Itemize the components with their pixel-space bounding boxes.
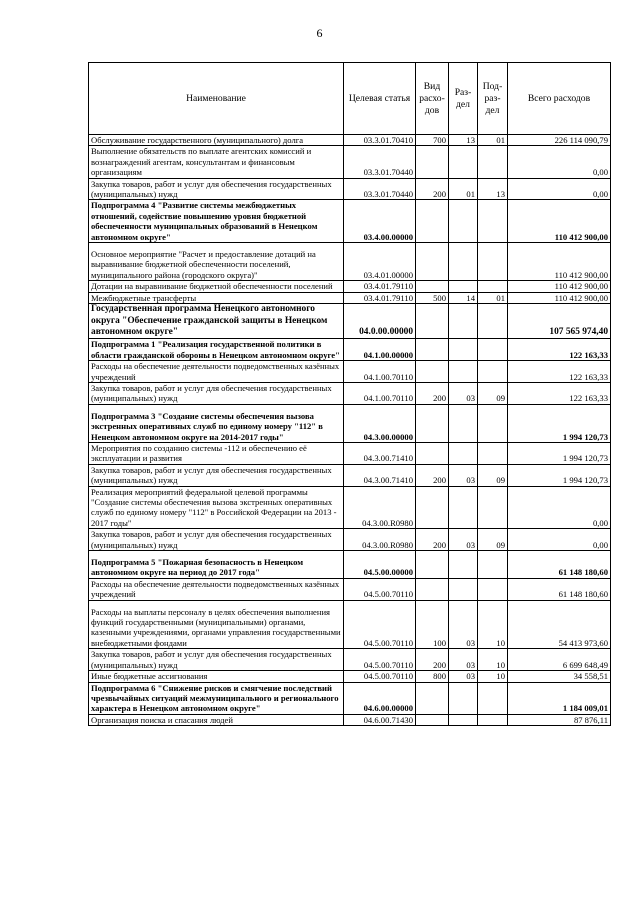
row-total: 1 184 009,01 bbox=[508, 682, 611, 714]
row-target-code: 03.3.01.70440 bbox=[344, 146, 416, 178]
row-name: Подпрограмма 1 "Реализация государственной политики в области гражданской обороны в Ненецком автономном округе" bbox=[89, 339, 344, 361]
row-target-code: 03.3.01.70410 bbox=[344, 135, 416, 146]
row-expense-type bbox=[416, 714, 449, 725]
row-subsection bbox=[478, 281, 508, 292]
row-name: Закупка товаров, работ и услуг для обеспечения государственных (муниципальных) нужд bbox=[89, 649, 344, 671]
row-subsection: 13 bbox=[478, 178, 508, 200]
header-target: Целевая статья bbox=[344, 63, 416, 135]
row-subsection bbox=[478, 578, 508, 600]
table-row bbox=[89, 146, 611, 178]
table-row bbox=[89, 404, 611, 442]
row-section bbox=[449, 243, 478, 281]
table-row bbox=[89, 243, 611, 281]
row-target-code: 04.6.00.71430 bbox=[344, 714, 416, 725]
row-target-code: 04.3.00.00000 bbox=[344, 404, 416, 442]
row-target-code: 03.4.00.00000 bbox=[344, 200, 416, 243]
header-subsection: Под-раз-дел bbox=[478, 63, 508, 135]
row-name: Обслуживание государственного (муниципального) долга bbox=[89, 135, 344, 146]
row-expense-type: 200 bbox=[416, 649, 449, 671]
row-subsection bbox=[478, 682, 508, 714]
row-total: 61 148 180,60 bbox=[508, 551, 611, 579]
row-subsection bbox=[478, 146, 508, 178]
table-row bbox=[89, 671, 611, 682]
row-section bbox=[449, 486, 478, 529]
row-target-code: 04.5.00.70110 bbox=[344, 578, 416, 600]
row-subsection: 10 bbox=[478, 671, 508, 682]
row-section: 13 bbox=[449, 135, 478, 146]
row-target-code: 04.3.00.R0980 bbox=[344, 486, 416, 529]
row-total: 0,00 bbox=[508, 146, 611, 178]
row-total: 34 558,51 bbox=[508, 671, 611, 682]
row-subsection bbox=[478, 200, 508, 243]
table-row bbox=[89, 135, 611, 146]
row-target-code: 04.0.00.00000 bbox=[344, 304, 416, 339]
row-section bbox=[449, 442, 478, 464]
row-subsection bbox=[478, 551, 508, 579]
budget-table bbox=[88, 62, 611, 726]
header-type: Вид расхо-дов bbox=[416, 63, 449, 135]
row-name: Межбюджетные трансферты bbox=[89, 292, 344, 303]
row-expense-type: 800 bbox=[416, 671, 449, 682]
table-body bbox=[89, 135, 611, 726]
row-total: 110 412 900,00 bbox=[508, 243, 611, 281]
row-subsection bbox=[478, 442, 508, 464]
row-section: 03 bbox=[449, 382, 478, 404]
row-target-code: 04.5.00.70110 bbox=[344, 600, 416, 649]
row-target-code: 04.3.00.71410 bbox=[344, 464, 416, 486]
row-expense-type bbox=[416, 361, 449, 383]
row-name: Мероприятия по созданию системы -112 и обеспечению её эксплуатации и развития bbox=[89, 442, 344, 464]
row-target-code: 03.4.01.79110 bbox=[344, 292, 416, 303]
row-subsection: 09 bbox=[478, 529, 508, 551]
row-subsection: 10 bbox=[478, 649, 508, 671]
row-expense-type: 200 bbox=[416, 178, 449, 200]
row-name: Организация поиска и спасания людей bbox=[89, 714, 344, 725]
row-name: Основное мероприятие "Расчет и предоставление дотаций на выравнивание бюджетной обеспеченности поселений, муниципального района (городского округа)" bbox=[89, 243, 344, 281]
row-total: 61 148 180,60 bbox=[508, 578, 611, 600]
table-row bbox=[89, 486, 611, 529]
row-name: Дотации на выравнивание бюджетной обеспеченности поселений bbox=[89, 281, 344, 292]
row-expense-type bbox=[416, 404, 449, 442]
row-name: Реализация мероприятий федеральной целевой программы "Создание системы обеспечения вызова экстренных оперативных служб по единому номеру "112" в Российской Федерации на 2013 - 2017 годы" bbox=[89, 486, 344, 529]
row-target-code: 04.5.00.70110 bbox=[344, 671, 416, 682]
row-subsection bbox=[478, 714, 508, 725]
table-row bbox=[89, 649, 611, 671]
row-expense-type bbox=[416, 243, 449, 281]
row-expense-type bbox=[416, 486, 449, 529]
row-total: 122 163,33 bbox=[508, 382, 611, 404]
row-section: 01 bbox=[449, 178, 478, 200]
row-total: 122 163,33 bbox=[508, 361, 611, 383]
row-name: Иные бюджетные ассигнования bbox=[89, 671, 344, 682]
row-subsection: 09 bbox=[478, 382, 508, 404]
row-subsection: 01 bbox=[478, 135, 508, 146]
row-expense-type: 100 bbox=[416, 600, 449, 649]
row-expense-type bbox=[416, 339, 449, 361]
row-total: 122 163,33 bbox=[508, 339, 611, 361]
row-name: Закупка товаров, работ и услуг для обеспечения государственных (муниципальных) нужд bbox=[89, 529, 344, 551]
row-section bbox=[449, 682, 478, 714]
row-total: 54 413 973,60 bbox=[508, 600, 611, 649]
row-section bbox=[449, 578, 478, 600]
row-total: 110 412 900,00 bbox=[508, 292, 611, 303]
table-row bbox=[89, 382, 611, 404]
row-total: 1 994 120,73 bbox=[508, 404, 611, 442]
table-header-row bbox=[89, 63, 611, 135]
row-section bbox=[449, 281, 478, 292]
row-subsection bbox=[478, 304, 508, 339]
row-target-code: 04.1.00.70110 bbox=[344, 361, 416, 383]
row-target-code: 03.4.01.00000 bbox=[344, 243, 416, 281]
row-section bbox=[449, 551, 478, 579]
row-section bbox=[449, 146, 478, 178]
row-expense-type: 200 bbox=[416, 464, 449, 486]
table-row bbox=[89, 304, 611, 339]
table-row bbox=[89, 529, 611, 551]
row-section: 03 bbox=[449, 649, 478, 671]
header-name: Наименование bbox=[89, 63, 344, 135]
row-expense-type bbox=[416, 551, 449, 579]
row-name: Подпрограмма 3 "Создание системы обеспечения вызова экстренных оперативных служб по единому номеру "112" в Ненецком автономном округе на 2014-2017 годы" bbox=[89, 404, 344, 442]
row-name: Выполнение обязательств по выплате агентских комиссий и вознаграждений агентам, консультантам и финансовым организациям bbox=[89, 146, 344, 178]
row-section: 14 bbox=[449, 292, 478, 303]
row-expense-type bbox=[416, 578, 449, 600]
row-expense-type bbox=[416, 146, 449, 178]
table-row bbox=[89, 178, 611, 200]
table-row bbox=[89, 339, 611, 361]
row-total: 6 699 648,49 bbox=[508, 649, 611, 671]
row-expense-type bbox=[416, 281, 449, 292]
row-total: 1 994 120,73 bbox=[508, 464, 611, 486]
row-target-code: 03.3.01.70440 bbox=[344, 178, 416, 200]
table-row bbox=[89, 281, 611, 292]
row-name: Закупка товаров, работ и услуг для обеспечения государственных (муниципальных) нужд bbox=[89, 464, 344, 486]
row-name: Подпрограмма 5 "Пожарная безопасность в Ненецком автономном округе на период до 2017 года" bbox=[89, 551, 344, 579]
row-subsection bbox=[478, 404, 508, 442]
row-target-code: 04.3.00.R0980 bbox=[344, 529, 416, 551]
row-total: 0,00 bbox=[508, 178, 611, 200]
header-section: Раз-дел bbox=[449, 63, 478, 135]
row-subsection bbox=[478, 361, 508, 383]
row-expense-type: 500 bbox=[416, 292, 449, 303]
row-name: Расходы на обеспечение деятельности подведомственных казённых учреждений bbox=[89, 361, 344, 383]
row-target-code: 03.4.01.79110 bbox=[344, 281, 416, 292]
row-name: Расходы на выплаты персоналу в целях обеспечения выполнения функций государственными (муниципальными) органами, казенными учреждениями, органами управления государственными внебюджетными фондами bbox=[89, 600, 344, 649]
table-row bbox=[89, 361, 611, 383]
row-expense-type: 200 bbox=[416, 382, 449, 404]
row-total: 87 876,11 bbox=[508, 714, 611, 725]
row-section: 03 bbox=[449, 464, 478, 486]
row-expense-type bbox=[416, 200, 449, 243]
row-total: 0,00 bbox=[508, 486, 611, 529]
table-row bbox=[89, 578, 611, 600]
row-subsection: 09 bbox=[478, 464, 508, 486]
page-number: 6 bbox=[316, 26, 323, 40]
row-subsection bbox=[478, 243, 508, 281]
row-name: Закупка товаров, работ и услуг для обеспечения государственных (муниципальных) нужд bbox=[89, 178, 344, 200]
row-total: 0,00 bbox=[508, 529, 611, 551]
table-row bbox=[89, 292, 611, 303]
row-section bbox=[449, 339, 478, 361]
row-target-code: 04.3.00.71410 bbox=[344, 442, 416, 464]
header-total: Всего расходов bbox=[508, 63, 611, 135]
table-row bbox=[89, 551, 611, 579]
row-target-code: 04.1.00.70110 bbox=[344, 382, 416, 404]
row-section bbox=[449, 361, 478, 383]
row-section: 03 bbox=[449, 600, 478, 649]
row-section bbox=[449, 200, 478, 243]
row-expense-type bbox=[416, 442, 449, 464]
row-total: 110 412 900,00 bbox=[508, 200, 611, 243]
table-row bbox=[89, 600, 611, 649]
row-section bbox=[449, 714, 478, 725]
row-section: 03 bbox=[449, 671, 478, 682]
table-row bbox=[89, 714, 611, 725]
row-total: 110 412 900,00 bbox=[508, 281, 611, 292]
row-subsection: 01 bbox=[478, 292, 508, 303]
row-name: Подпрограмма 6 "Снижение рисков и смягчение последствий чрезвычайных ситуаций межмуниципального и регионального характера в Ненецком автономном округе" bbox=[89, 682, 344, 714]
row-target-code: 04.5.00.70110 bbox=[344, 649, 416, 671]
row-name: Закупка товаров, работ и услуг для обеспечения государственных (муниципальных) нужд bbox=[89, 382, 344, 404]
row-section: 03 bbox=[449, 529, 478, 551]
row-section bbox=[449, 404, 478, 442]
row-target-code: 04.5.00.00000 bbox=[344, 551, 416, 579]
row-subsection bbox=[478, 486, 508, 529]
row-subsection: 10 bbox=[478, 600, 508, 649]
row-name: Расходы на обеспечение деятельности подведомственных казённых учреждений bbox=[89, 578, 344, 600]
table-row bbox=[89, 464, 611, 486]
row-expense-type bbox=[416, 304, 449, 339]
row-expense-type: 200 bbox=[416, 529, 449, 551]
table-row bbox=[89, 442, 611, 464]
table-row bbox=[89, 682, 611, 714]
row-expense-type bbox=[416, 682, 449, 714]
row-total: 107 565 974,40 bbox=[508, 304, 611, 339]
row-target-code: 04.1.00.00000 bbox=[344, 339, 416, 361]
row-target-code: 04.6.00.00000 bbox=[344, 682, 416, 714]
row-total: 226 114 090,79 bbox=[508, 135, 611, 146]
row-section bbox=[449, 304, 478, 339]
row-expense-type: 700 bbox=[416, 135, 449, 146]
row-name: Подпрограмма 4 "Развитие системы межбюджетных отношений, содействие повышению уровня бюджетной обеспеченности муниципальных образований в Ненецком автономном округе" bbox=[89, 200, 344, 243]
row-total: 1 994 120,73 bbox=[508, 442, 611, 464]
row-name: Государственная программа Ненецкого автономного округа "Обеспечение гражданской защиты в Ненецком автономном округе" bbox=[89, 304, 344, 339]
table-row bbox=[89, 200, 611, 243]
row-subsection bbox=[478, 339, 508, 361]
